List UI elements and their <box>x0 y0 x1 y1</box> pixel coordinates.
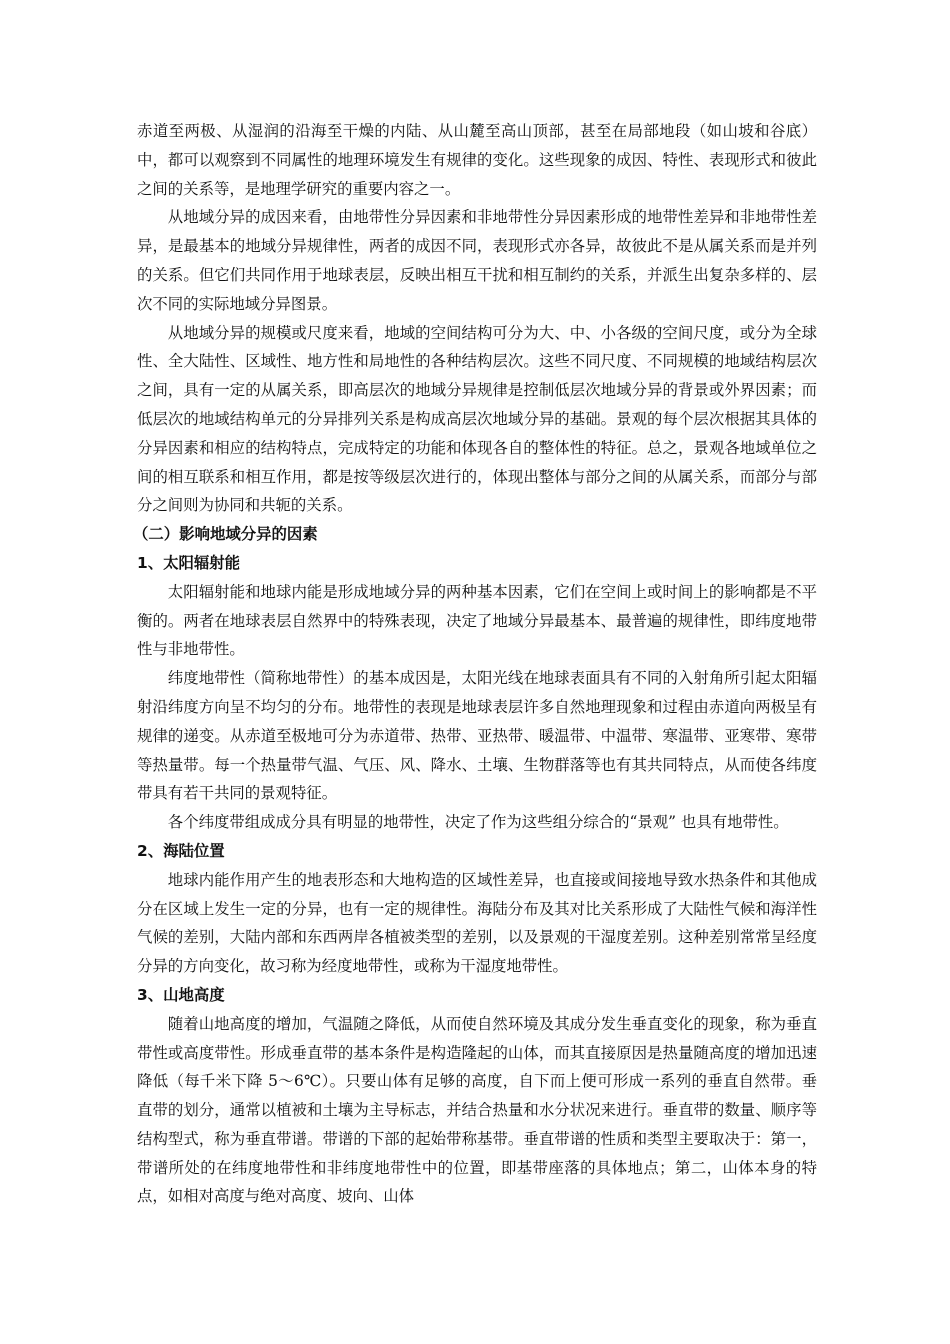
subsection-heading: 2、海陆位置 <box>137 841 225 860</box>
section-heading: （二）影响地域分异的因素 <box>133 525 318 544</box>
paragraph: 赤道至两极、从湿润的沿海至干燥的内陆、从山麓至高山顶部，甚至在局部地段（如山坡和谷底）中，都可以观察到不同属性的地理环境发生有规律的变化。这些现象的成因、特性、表现形式和彼此之间的关系等，是地理学研究的重要内容之一。 <box>137 122 817 198</box>
paragraph: 纬度地带性（简称地带性）的基本成因是，太阳光线在地球表面具有不同的入射角所引起太阳辐射沿纬度方向呈不均匀的分布。地带性的表现是地球表层许多自然地理现象和过程由赤道向两极呈有规律的递变。从赤道至极地可分为赤道带、热带、亚热带、暖温带、中温带、寒温带、亚寒带、寒带等热量带。每一个热量带气温、气压、风、降水、土壤、生物群落等也有其共同特点，从而使各纬度带具有若干共同的景观特征。 <box>137 669 817 803</box>
subsection-heading: 3、山地高度 <box>137 985 225 1004</box>
document-body <box>133 117 817 1211</box>
paragraph: 太阳辐射能和地球内能是形成地域分异的两种基本因素，它们在空间上或时间上的影响都是不平衡的。两者在地球表层自然界中的特殊表现，决定了地域分异最基本、最普遍的规律性，即纬度地带性与非地带性。 <box>137 582 817 659</box>
paragraph: 从地域分异的成因来看，由地带性分异因素和非地带性分异因素形成的地带性差异和非地带性差异，是最基本的地域分异规律性，两者的成因不同，表现形式亦各异，故彼此不是从属关系而是并列的关系。但它们共同作用于地球表层，反映出相互干扰和相互制约的关系，并派生出复杂多样的、层次不同的实际地域分异图景。 <box>137 208 817 313</box>
paragraph: 地球内能作用产生的地表形态和大地构造的区域性差异，也直接或间接地导致水热条件和其他成分在区域上发生一定的分异，也有一定的规律性。海陆分布及其对比关系形成了大陆性气候和海洋性气候的差别，大陆内部和东西两岸各植被类型的差别，以及景观的干湿度差别。这种差别常常呈经度分异的方向变化，故习称为经度地带性，或称为干湿度地带性。 <box>137 870 817 976</box>
paragraph: 随着山地高度的增加，气温随之降低，从而使自然环境及其成分发生垂直变化的现象，称为垂直带性或高度带性。形成垂直带的基本条件是构造隆起的山体，而其直接原因是热量随高度的增加迅速降低（每千米下降 5～6℃）。只要山体有足够的高度，自下而上便可形成一系列的垂直自然带。垂直带的划分，通常以植被和土壤为主导标志，并结合热量和水分状况来进行。垂直带的数量、顺序等结构型式，称为垂直带谱。带谱的下部的起始带称基带。垂直带谱的性质和类型主要取决于：第一，带谱所处的在纬度地带性和非纬度地带性中的位置，即基带座落的具体地点；第二，山体本身的特点，如相对高度与绝对高度、坡向、山体 <box>137 1014 817 1206</box>
paragraph: 各个纬度带组成成分具有明显的地带性，决定了作为这些组分综合的“景观” 也具有地带性。 <box>167 813 789 832</box>
subsection-heading: 1、太阳辐射能 <box>137 553 241 572</box>
paragraph: 从地域分异的规模或尺度来看，地域的空间结构可分为大、中、小各级的空间尺度，或分为全球性、全大陆性、区域性、地方性和局地性的各种结构层次。这些不同尺度、不同规模的地域结构层次之间，具有一定的从属关系，即高层次的地域分异规律是控制低层次地域分异的背景或外界因素；而低层次的地域结构单元的分异排列关系是构成高层次地域分异的基础。景观的每个层次根据其具体的分异因素和相应的结构特点，完成特定的功能和体现各自的整体性的特征。总之，景观各地域单位之间的相互联系和相互作用，都是按等级层次进行的，体现出整体与部分之间的从属关系，而部分与部分之间则为协同和共轭的关系。 <box>137 323 817 515</box>
